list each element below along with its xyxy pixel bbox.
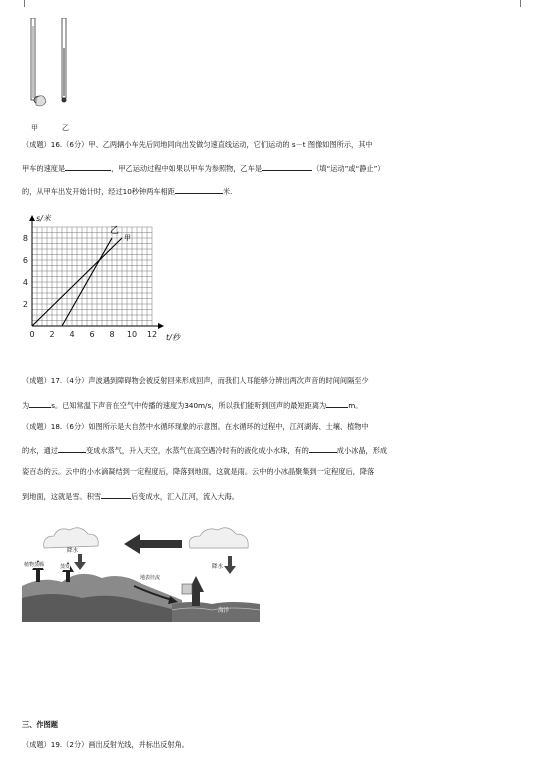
label-jia: 甲 [31, 124, 38, 132]
answer-blank-sublimation[interactable] [309, 445, 337, 453]
q17-line1: （成题）17.（4分）声波遇到障碍物会被反射回来形成回声，而我们人耳能够分辨出两次声音的时间间隔至少 [22, 376, 369, 385]
answer-blank-distance[interactable] [175, 186, 223, 194]
q17-text-b: s。已知常温下声音在空气中传播的速度为340m/s，所以我们能听到回声的最短距离为 [51, 401, 327, 410]
series-label-jia: 甲 [124, 234, 131, 242]
answer-blank-speed[interactable] [65, 163, 111, 171]
label-vapor-transport: 水汽输送 [146, 531, 167, 537]
label-yi: 乙 [62, 124, 69, 132]
q19-text: （成题）19.（2分）画出反射光线，并标出反射角。 [22, 740, 189, 749]
st-chart [20, 204, 220, 354]
thermometer-figure [26, 18, 82, 110]
section-heading: 三、作图题 [22, 720, 58, 729]
thermometer-jia [31, 18, 46, 106]
x-tick-label: 12 [146, 330, 158, 339]
y-tick-label: 2 [22, 300, 28, 309]
x-axis-label: t/秒 [166, 333, 180, 342]
corner-mark-top-left [16, 0, 25, 7]
x-tick-label: 8 [109, 330, 115, 339]
q18-line1: （成题）18.（6分）如图所示是大自然中水循环现象的示意图。在水循环的过程中，江河湖海、土壤、植物中 [22, 422, 369, 431]
answer-blank-motion[interactable] [262, 163, 312, 171]
q18-line4 [22, 491, 527, 502]
x-tick-label: 4 [69, 330, 75, 339]
q18-text-a: 的水，通过 [22, 446, 58, 455]
label-precip-right: 降水 [212, 564, 224, 570]
x-axis-arrow [158, 323, 164, 329]
y-axis-label: s/米 [36, 214, 51, 223]
label-precip-left: 降水 [67, 548, 79, 554]
q16-text-e: 米. [222, 187, 233, 196]
water-cycle-art [22, 522, 260, 622]
x-tick-label: 6 [89, 330, 95, 339]
y-tick-label: 4 [22, 278, 28, 287]
y-axis-arrow [29, 215, 35, 221]
q17-text-c: m。 [348, 401, 363, 410]
q18-line3: 姿百态的云。云中的小水滴凝结到一定程度后，降落到地面，这就是雨。云中的小冰晶聚集到一定程度后，降落 [22, 467, 375, 476]
label-transpiration: 植物蒸腾 [24, 562, 45, 568]
q16-text-c: （填“运动”或“静止”） [312, 164, 385, 173]
label-ocean: 海洋 [218, 608, 230, 614]
answer-blank-time[interactable] [29, 400, 51, 408]
q17-text-a: 为 [22, 401, 30, 410]
water-cycle-diagram [22, 522, 260, 622]
q16-line1: （成题）16.（6分）甲、乙两辆小车先后同地同向出发做匀速直线运动，它们运动的 s－t 图像如图所示，其中 [22, 140, 373, 149]
q16-text-a: 甲车的速度是 [22, 164, 66, 173]
q18-line2 [22, 445, 527, 456]
q17-line2 [22, 400, 527, 411]
q16-line2 [22, 163, 527, 174]
x-tick-label: 0 [29, 330, 35, 339]
answer-blank-min-distance[interactable] [326, 400, 348, 408]
thermometer-yi [62, 18, 67, 103]
label-surface-runoff: 地表径流 [140, 575, 161, 581]
q18-text-e: 后变成水，汇入江河，流入大海。 [131, 492, 239, 501]
x-tick-label: 2 [49, 330, 55, 339]
q18-text-c: 成小冰晶，形成 [336, 446, 388, 455]
q18-text-b: 变成水蒸气，升入天空，水蒸气在高空遇冷时有的液化成小水珠，有的 [85, 446, 309, 455]
x-tick-label: 10 [126, 330, 138, 339]
series-label-yi: 乙 [110, 226, 120, 236]
q16-text-d: 的，从甲车出发开始计时，经过10秒钟两车相距 [22, 187, 175, 196]
label-evaporation: 蒸发 [60, 564, 71, 570]
answer-blank-evaporation[interactable] [58, 445, 86, 453]
y-tick-label: 6 [22, 256, 28, 265]
q16-text-b: ，甲乙运动过程中如果以甲车为参照物，乙车是 [111, 164, 263, 173]
q16-line3 [22, 186, 527, 197]
y-tick-label: 8 [22, 234, 28, 243]
answer-blank-melting[interactable] [101, 491, 131, 499]
q18-text-d: 到地面，这就是雪。积雪 [22, 492, 102, 501]
corner-mark-top-right [520, 0, 529, 7]
